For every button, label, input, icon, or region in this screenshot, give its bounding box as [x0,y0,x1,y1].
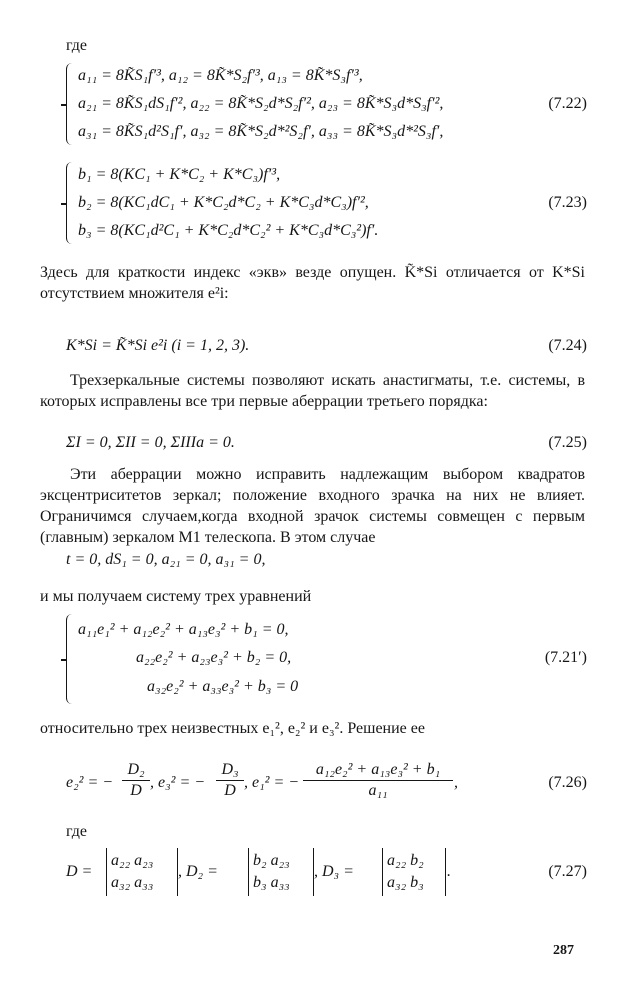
eq-7-26-part3: , e₁² = − [244,774,300,791]
eq-7-25: ΣI = 0, ΣII = 0, ΣIIIa = 0. [66,434,235,451]
paragraph-anastigmats: Трехзеркальные системы позволяют искать анастигматы, т.е. системы, в которых исправлены все три первые аберрации третьего порядка: [40,372,585,410]
eq-7-22-row3: a₃₁ = 8K̃S₁d²S₁f′, a₃₂ = 8K̃*S₂d*²S₂f′, a₃₃ = 8K̃*S₃d*²S₃f′, [78,123,444,140]
eq-7-23-row1: b₁ = 8(KC₁ + K*C₂ + K*C₃)f′³, [78,166,281,183]
equation-brace-7-22 [66,63,75,145]
where-label-1: где [66,37,88,54]
paragraph-system-intro: и мы получаем систему трех уравнений [40,588,312,605]
eq-conditions: t = 0, dS₁ = 0, a₂₁ = 0, a₃₁ = 0, [66,551,266,568]
eq-7-22-row1: a₁₁ = 8K̃S₁f′³, a₁₂ = 8K̃*S₂f′³, a₁₃ = 8K̃*S₃f′³, [78,67,363,84]
page-number: 287 [553,943,574,958]
paragraph-eccentricities: Эти аберрации можно исправить надлежащим выбором квадратов эксцентриситетов зеркал; положение входного зрачка на них не влияет. Ограничимся случаем,когда входной зрачок системы совмещен с первым (главным) зеркалом M1 телескопа. В этом случае [40,466,585,546]
eq-7-21p-row2: a₂₂e₂² + a₂₃e₃² + b₂ = 0, [136,649,292,666]
paragraph-notation: Здесь для краткости индекс «экв» везде опущен. K̃*Si отличается от K*Si отсутствием множителя e²i: [40,264,585,302]
fraction-d3-over-d: $\frac{\text{D₃}}{D}$ [216,760,244,801]
eq-number-7-21p: (7.21′) [544,649,587,666]
eq-7-27-tail: . [447,863,451,880]
eq-7-26-tail: , [454,774,458,791]
eq-7-27-lhs1: D = [66,863,93,880]
fraction-d2-over-d: $\frac{\text{D₂}}{D}$ [122,760,150,801]
eq-7-23-row2: b₂ = 8(KC₁dC₁ + K*C₂d*C₂ + K*C₃d*C₃)f′², [78,194,369,211]
eq-7-23-row3: b₃ = 8(KC₁d²C₁ + K*C₂d*C₂² + K*C₃d*C₃²)f′. [78,222,379,239]
eq-7-26-part2: , e₃² = − [150,774,206,791]
eq-number-7-22: (7.22) [548,95,587,112]
equation-brace-7-23 [66,162,75,244]
eq-7-26-part1: e₂² = − [66,774,114,791]
fraction-e1: $\frac{\text{a₁₂e₂² + a₁₃e₃² + b₁}}{\text{a₁₁}}$ [303,760,453,801]
eq-number-7-26: (7.26) [548,774,587,791]
determinant-d: a₂₂ a₂₃ a₃₂ a₃₃ [106,848,178,896]
equation-brace-7-21p [66,614,75,704]
eq-7-24: K*Si = K̃*Si e²i (i = 1, 2, 3). [66,337,250,354]
determinant-d3: a₂₂ b₂ a₃₂ b₃ [382,848,446,896]
eq-7-27-lhs2: , D₂ = [178,863,218,880]
eq-7-21p-row1: a₁₁e₁² + a₁₂e₂² + a₁₃e₃² + b₁ = 0, [78,621,289,638]
eq-7-27-lhs3: , D₃ = [314,863,354,880]
paragraph-unknowns: относительно трех неизвестных e₁², e₂² и e₃². Решение ее [40,720,425,737]
eq-number-7-27: (7.27) [548,863,587,880]
eq-7-22-row2: a₂₁ = 8K̃S₁dS₁f′², a₂₂ = 8K̃*S₂d*S₂f′², a₂₃ = 8K̃*S₃d*S₃f′², [78,95,444,112]
determinant-d2: b₂ a₂₃ b₃ a₃₃ [248,848,314,896]
eq-number-7-25: (7.25) [548,434,587,451]
eq-number-7-23: (7.23) [548,194,587,211]
where-label-2: где [66,823,88,840]
eq-7-21p-row3: a₃₂e₂² + a₃₃e₃² + b₃ = 0 [147,678,299,695]
eq-number-7-24: (7.24) [548,337,587,354]
